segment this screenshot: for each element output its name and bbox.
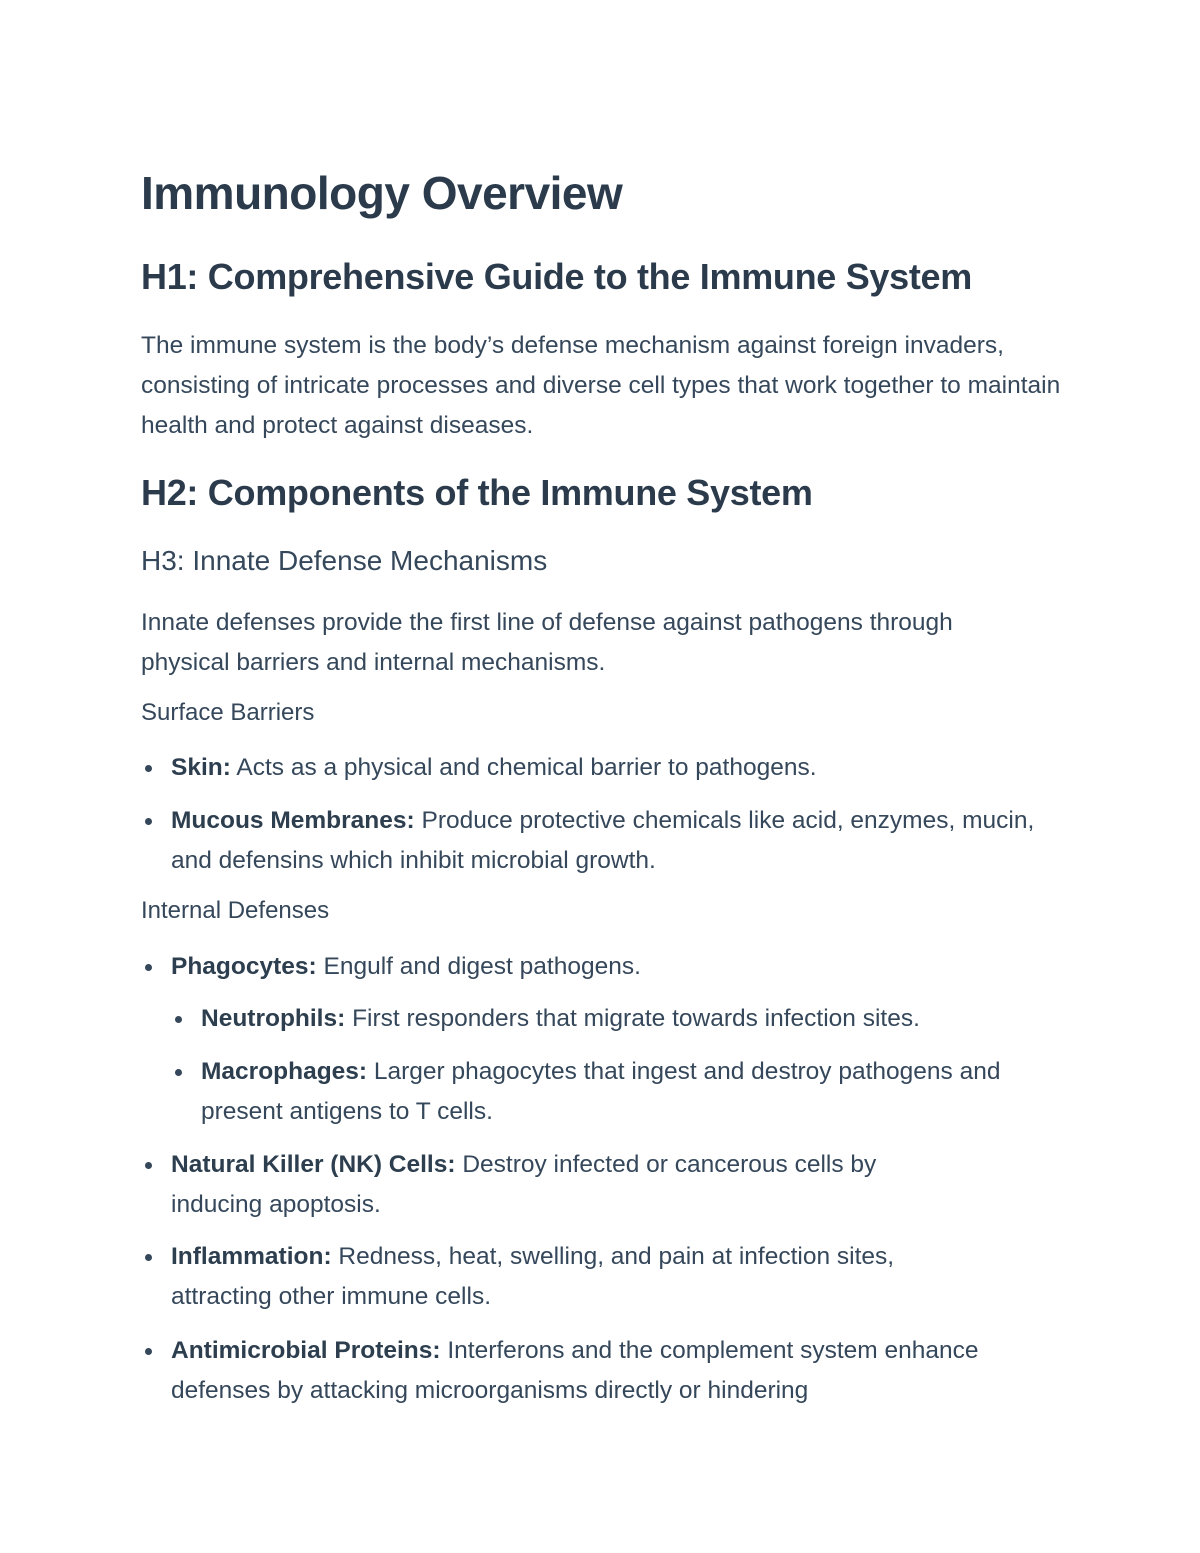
bullet-icon bbox=[145, 964, 152, 971]
item-term: Phagocytes: bbox=[171, 953, 317, 980]
heading-h1: H1: Comprehensive Guide to the Immune System bbox=[141, 256, 972, 297]
bullet-icon bbox=[145, 1254, 152, 1261]
list-item bbox=[171, 801, 1056, 881]
list-item bbox=[171, 947, 1051, 987]
item-text: Destroy infected or cancerous cells by inducing apoptosis. bbox=[171, 1151, 877, 1218]
bullet-icon bbox=[145, 1162, 152, 1169]
item-text: Interferons and the complement system enhance defenses by attacking microorganisms directly or hindering bbox=[171, 1337, 979, 1404]
item-text: First responders that migrate towards infection sites. bbox=[345, 1005, 920, 1032]
item-text: Produce protective chemicals like acid, enzymes, mucin, and defensins which inhibit microbial growth. bbox=[171, 807, 1035, 874]
item-term: Mucous Membranes: bbox=[171, 807, 415, 834]
list-item bbox=[171, 1145, 971, 1225]
item-text: Acts as a physical and chemical barrier to pathogens. bbox=[230, 754, 817, 781]
item-term: Natural Killer (NK) Cells: bbox=[171, 1151, 456, 1178]
item-term: Macrophages: bbox=[201, 1058, 368, 1085]
heading-h2: H2: Components of the Immune System bbox=[141, 472, 813, 513]
item-text: Engulf and digest pathogens. bbox=[316, 953, 641, 980]
intro-paragraph: The immune system is the body’s defense mechanism against foreign invaders, consisting of intricate processes and diverse cell types that work together to maintain health and protect against diseases. bbox=[141, 332, 1061, 439]
item-text: Larger phagocytes that ingest and destroy pathogens and present antigens to T cells. bbox=[201, 1058, 1001, 1125]
item-term: Neutrophils: bbox=[201, 1005, 346, 1032]
item-term: Skin: bbox=[171, 754, 231, 781]
bullet-icon bbox=[145, 765, 152, 772]
bullet-icon bbox=[175, 1069, 182, 1076]
bullet-icon bbox=[145, 1348, 152, 1355]
item-term: Antimicrobial Proteins: bbox=[171, 1337, 441, 1364]
list-item bbox=[171, 1237, 986, 1317]
item-term: Inflammation: bbox=[171, 1243, 332, 1270]
internal-defenses-label: Internal Defenses bbox=[141, 897, 330, 924]
list-item bbox=[171, 1331, 1021, 1411]
heading-h3: H3: Innate Defense Mechanisms bbox=[141, 545, 548, 576]
bullet-icon bbox=[145, 818, 152, 825]
document-title: Immunology Overview bbox=[141, 167, 623, 219]
nested-list-item bbox=[201, 1052, 1056, 1132]
surface-barriers-label: Surface Barriers bbox=[141, 699, 315, 726]
bullet-icon bbox=[175, 1016, 182, 1023]
nested-list-item bbox=[201, 999, 1061, 1039]
innate-paragraph: Innate defenses provide the first line of defense against pathogens through physical barriers and internal mechanisms. bbox=[141, 609, 953, 676]
list-item bbox=[171, 748, 1051, 788]
item-text: Redness, heat, swelling, and pain at infection sites, attracting other immune cells. bbox=[171, 1243, 895, 1310]
